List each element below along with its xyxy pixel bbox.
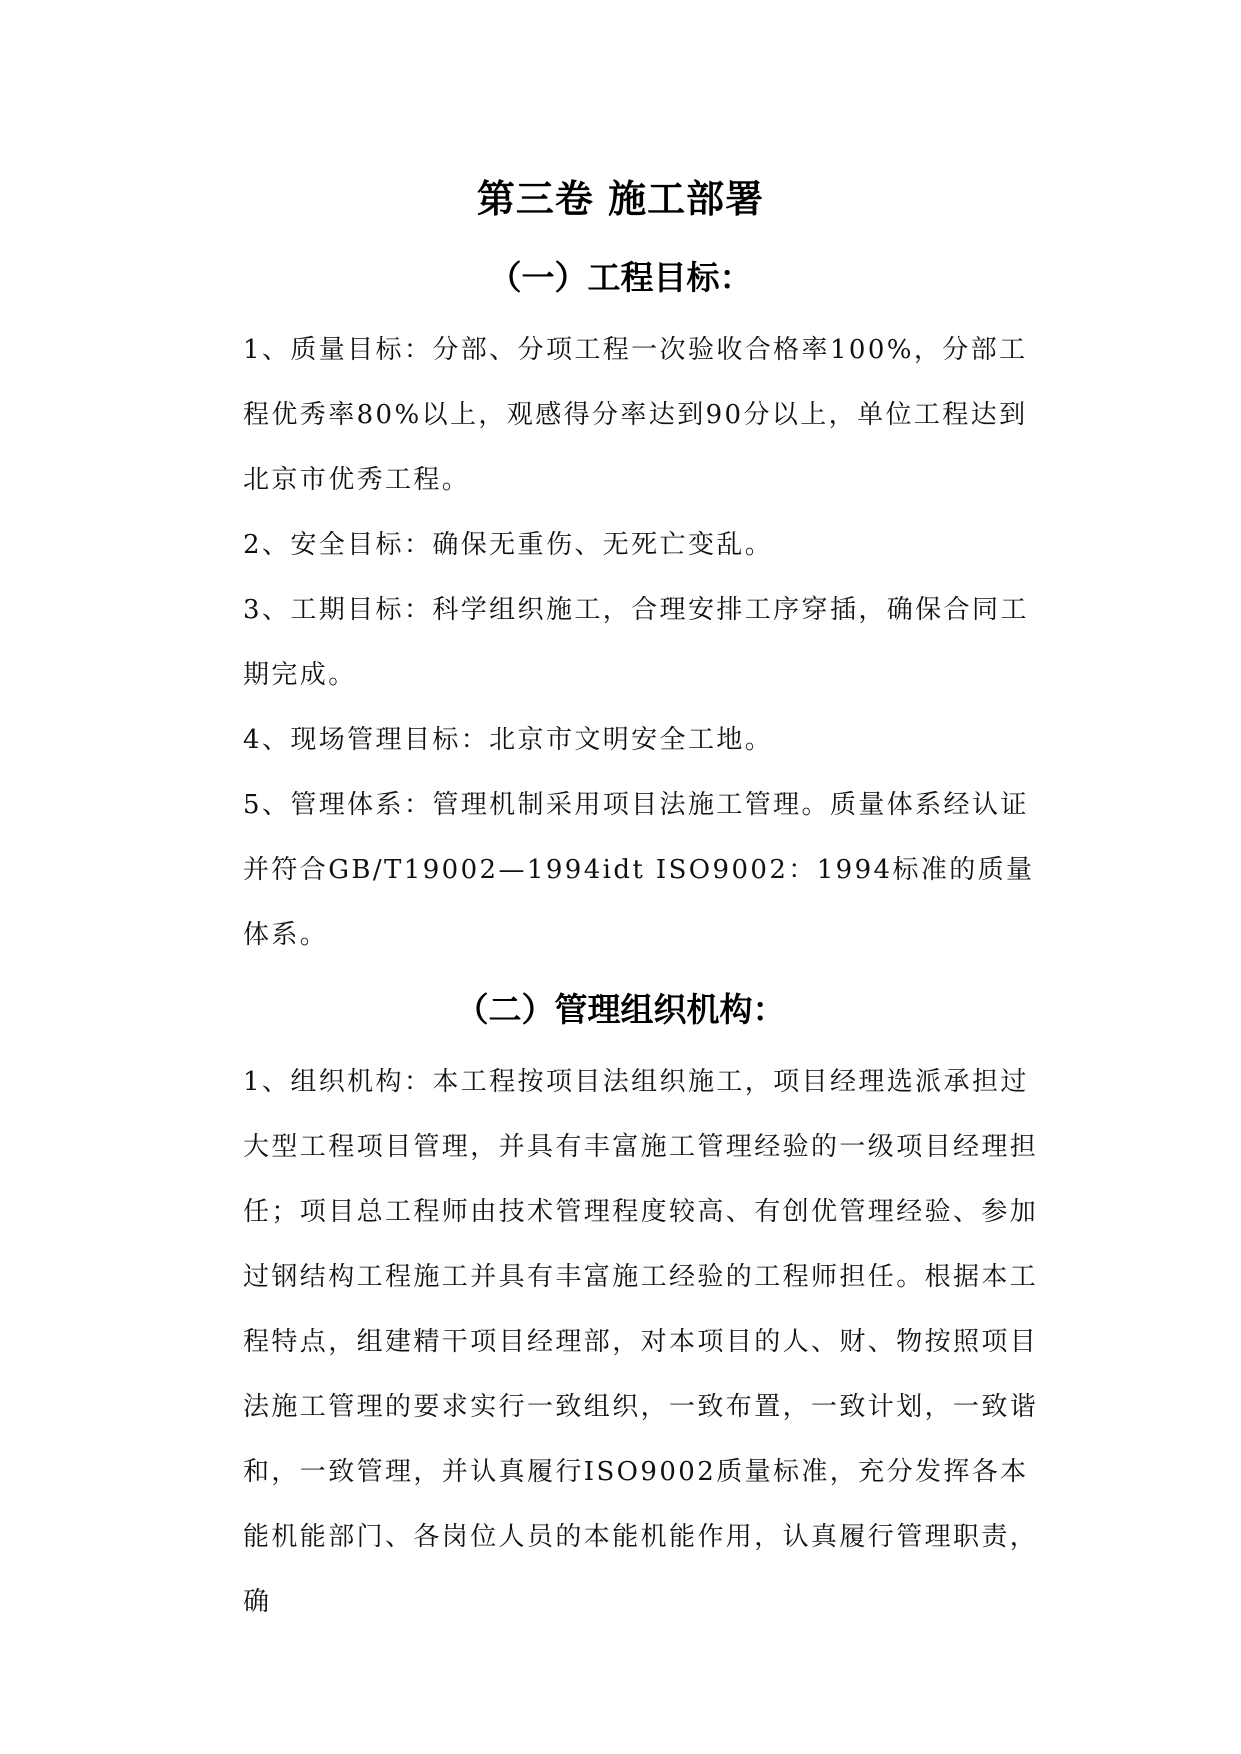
paragraph-organization: 1、组织机构：本工程按项目法组织施工，项目经理选派承担过大型工程项目管理，并具有丰富施工管理经验的一级项目经理担任；项目总工程师由技术管理程度较高、有创优管理经验、参加过钢结构工程施工并具有丰富施工经验的工程师担任。根据本工程特点，组建精干项目经理部，对本项目的人、财、物按照项目法施工管理的要求实行一致组织，一致布置，一致计划，一致谐和，一致管理，并认真履行ISO9002质量标准，充分发挥各本能机能部门、各岗位人员的本能机能作用，认真履行管理职责，确 <box>243 1067 1039 1617</box>
paragraph-site-management-goal: 4、现场管理目标：北京市文明安全工地。 <box>243 725 774 755</box>
section-body-management-organization <box>243 1050 1043 1635</box>
section-body-project-goals <box>243 318 1043 968</box>
section-heading-project-goals: （一）工程目标： <box>488 258 753 297</box>
paragraph-quality-goal: 1、质量目标：分部、分项工程一次验收合格率100%，分部工程优秀率80%以上，观感得分率达到90分以上，单位工程达到北京市优秀工程。 <box>243 335 1028 495</box>
document-title: 第三卷 施工部署 <box>476 177 765 221</box>
paragraph-safety-goal: 2、安全目标：确保无重伤、无死亡变乱。 <box>243 530 774 560</box>
section-heading-management-organization: （二）管理组织机构： <box>455 990 786 1029</box>
paragraph-schedule-goal: 3、工期目标：科学组织施工，合理安排工序穿插，确保合同工期完成。 <box>243 595 1029 690</box>
paragraph-management-system: 5、管理体系：管理机制采用项目法施工管理。质量体系经认证并符合GB/T19002—1994idt ISO9002：1994标准的质量体系。 <box>243 790 1035 950</box>
